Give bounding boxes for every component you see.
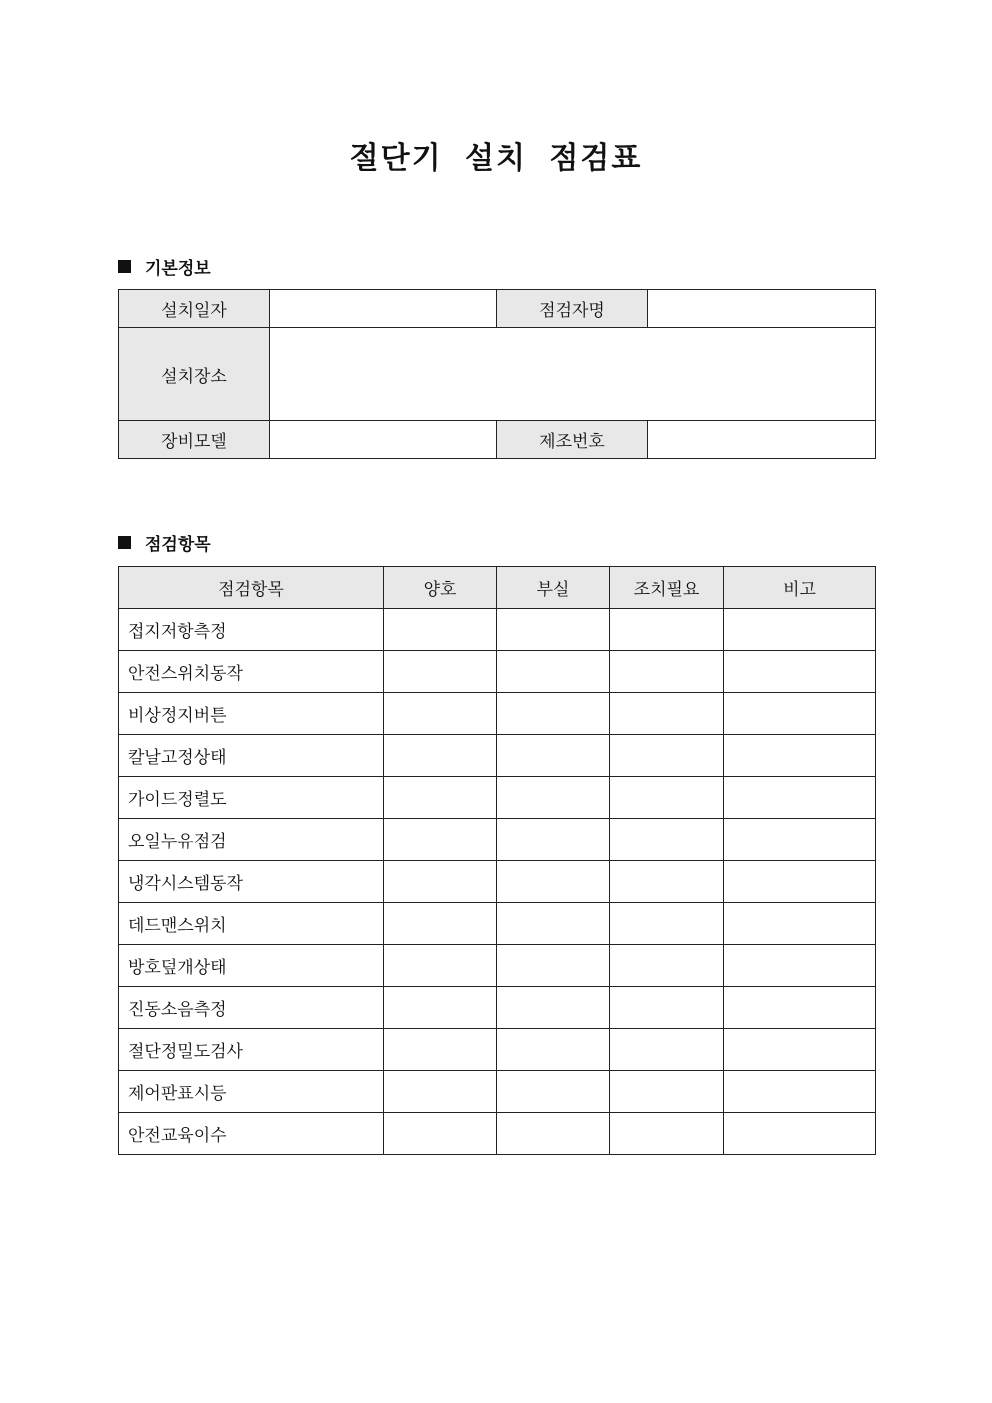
inspection-item-label: 안전스위치동작	[119, 651, 384, 693]
good-check-cell[interactable]	[384, 651, 497, 693]
inspection-item-label: 절단정밀도검사	[119, 1029, 384, 1071]
table-header-row	[119, 567, 876, 609]
good-check-cell[interactable]	[384, 1029, 497, 1071]
remarks-cell[interactable]	[724, 945, 876, 987]
inspection-item-label: 오일누유점검	[119, 819, 384, 861]
action-needed-check-cell[interactable]	[610, 861, 724, 903]
location-label: 설치장소	[119, 328, 270, 421]
poor-check-cell[interactable]	[497, 1071, 610, 1113]
inspector-field[interactable]	[648, 290, 876, 328]
install-date-field[interactable]	[270, 290, 497, 328]
good-check-cell[interactable]	[384, 819, 497, 861]
good-check-cell[interactable]	[384, 777, 497, 819]
poor-check-cell[interactable]	[497, 693, 610, 735]
table-row	[119, 290, 876, 328]
table-row	[119, 1113, 876, 1155]
model-field[interactable]	[270, 421, 497, 459]
action-needed-check-cell[interactable]	[610, 903, 724, 945]
action-needed-check-cell[interactable]	[610, 1113, 724, 1155]
poor-check-cell[interactable]	[497, 903, 610, 945]
action-needed-check-cell[interactable]	[610, 945, 724, 987]
poor-check-cell[interactable]	[497, 861, 610, 903]
good-check-cell[interactable]	[384, 987, 497, 1029]
poor-check-cell[interactable]	[497, 735, 610, 777]
inspection-item-label: 방호덮개상태	[119, 945, 384, 987]
square-bullet-icon	[118, 536, 131, 549]
remarks-cell[interactable]	[724, 1071, 876, 1113]
remarks-cell[interactable]	[724, 861, 876, 903]
square-bullet-icon	[118, 260, 131, 273]
serial-label: 제조번호	[497, 421, 648, 459]
basic-info-table	[118, 289, 876, 459]
column-header-remarks: 비고	[724, 567, 876, 609]
section-heading-basic-info	[118, 254, 211, 279]
good-check-cell[interactable]	[384, 609, 497, 651]
table-row	[119, 777, 876, 819]
action-needed-check-cell[interactable]	[610, 735, 724, 777]
remarks-cell[interactable]	[724, 1029, 876, 1071]
table-row	[119, 609, 876, 651]
column-header-poor: 부실	[497, 567, 610, 609]
action-needed-check-cell[interactable]	[610, 1029, 724, 1071]
table-row	[119, 861, 876, 903]
inspection-item-label: 칼날고정상태	[119, 735, 384, 777]
good-check-cell[interactable]	[384, 903, 497, 945]
table-row	[119, 1071, 876, 1113]
action-needed-check-cell[interactable]	[610, 651, 724, 693]
inspection-item-label: 가이드정렬도	[119, 777, 384, 819]
table-row	[119, 903, 876, 945]
inspection-item-label: 안전교육이수	[119, 1113, 384, 1155]
table-row	[119, 1029, 876, 1071]
action-needed-check-cell[interactable]	[610, 987, 724, 1029]
table-row	[119, 693, 876, 735]
remarks-cell[interactable]	[724, 609, 876, 651]
table-row	[119, 945, 876, 987]
section-heading-label: 기본정보	[145, 259, 211, 279]
poor-check-cell[interactable]	[497, 987, 610, 1029]
remarks-cell[interactable]	[724, 777, 876, 819]
good-check-cell[interactable]	[384, 1113, 497, 1155]
table-row	[119, 328, 876, 421]
serial-field[interactable]	[648, 421, 876, 459]
table-row	[119, 735, 876, 777]
remarks-cell[interactable]	[724, 1113, 876, 1155]
action-needed-check-cell[interactable]	[610, 693, 724, 735]
action-needed-check-cell[interactable]	[610, 819, 724, 861]
section-heading-label: 점검항목	[145, 535, 211, 555]
poor-check-cell[interactable]	[497, 777, 610, 819]
inspector-label: 점검자명	[497, 290, 648, 328]
poor-check-cell[interactable]	[497, 651, 610, 693]
remarks-cell[interactable]	[724, 819, 876, 861]
remarks-cell[interactable]	[724, 735, 876, 777]
location-field[interactable]	[270, 328, 876, 421]
model-label: 장비모델	[119, 421, 270, 459]
inspection-item-label: 제어판표시등	[119, 1071, 384, 1113]
good-check-cell[interactable]	[384, 945, 497, 987]
page-title: 절단기 설치 점검표	[349, 141, 643, 176]
inspection-item-label: 데드맨스위치	[119, 903, 384, 945]
table-row	[119, 819, 876, 861]
section-heading-inspection	[118, 530, 211, 555]
column-header-item: 점검항목	[119, 567, 384, 609]
table-row	[119, 421, 876, 459]
remarks-cell[interactable]	[724, 651, 876, 693]
inspection-item-label: 접지저항측정	[119, 609, 384, 651]
table-row	[119, 987, 876, 1029]
table-row	[119, 651, 876, 693]
poor-check-cell[interactable]	[497, 1113, 610, 1155]
poor-check-cell[interactable]	[497, 819, 610, 861]
column-header-good: 양호	[384, 567, 497, 609]
good-check-cell[interactable]	[384, 861, 497, 903]
good-check-cell[interactable]	[384, 735, 497, 777]
remarks-cell[interactable]	[724, 693, 876, 735]
good-check-cell[interactable]	[384, 693, 497, 735]
good-check-cell[interactable]	[384, 1071, 497, 1113]
inspection-item-label: 냉각시스템동작	[119, 861, 384, 903]
remarks-cell[interactable]	[724, 903, 876, 945]
column-header-action-needed: 조치필요	[610, 567, 724, 609]
poor-check-cell[interactable]	[497, 1029, 610, 1071]
poor-check-cell[interactable]	[497, 945, 610, 987]
action-needed-check-cell[interactable]	[610, 1071, 724, 1113]
inspection-item-label: 진동소음측정	[119, 987, 384, 1029]
poor-check-cell[interactable]	[497, 609, 610, 651]
action-needed-check-cell[interactable]	[610, 609, 724, 651]
inspection-table	[118, 566, 876, 1155]
install-date-label: 설치일자	[119, 290, 270, 328]
action-needed-check-cell[interactable]	[610, 777, 724, 819]
remarks-cell[interactable]	[724, 987, 876, 1029]
inspection-item-label: 비상정지버튼	[119, 693, 384, 735]
